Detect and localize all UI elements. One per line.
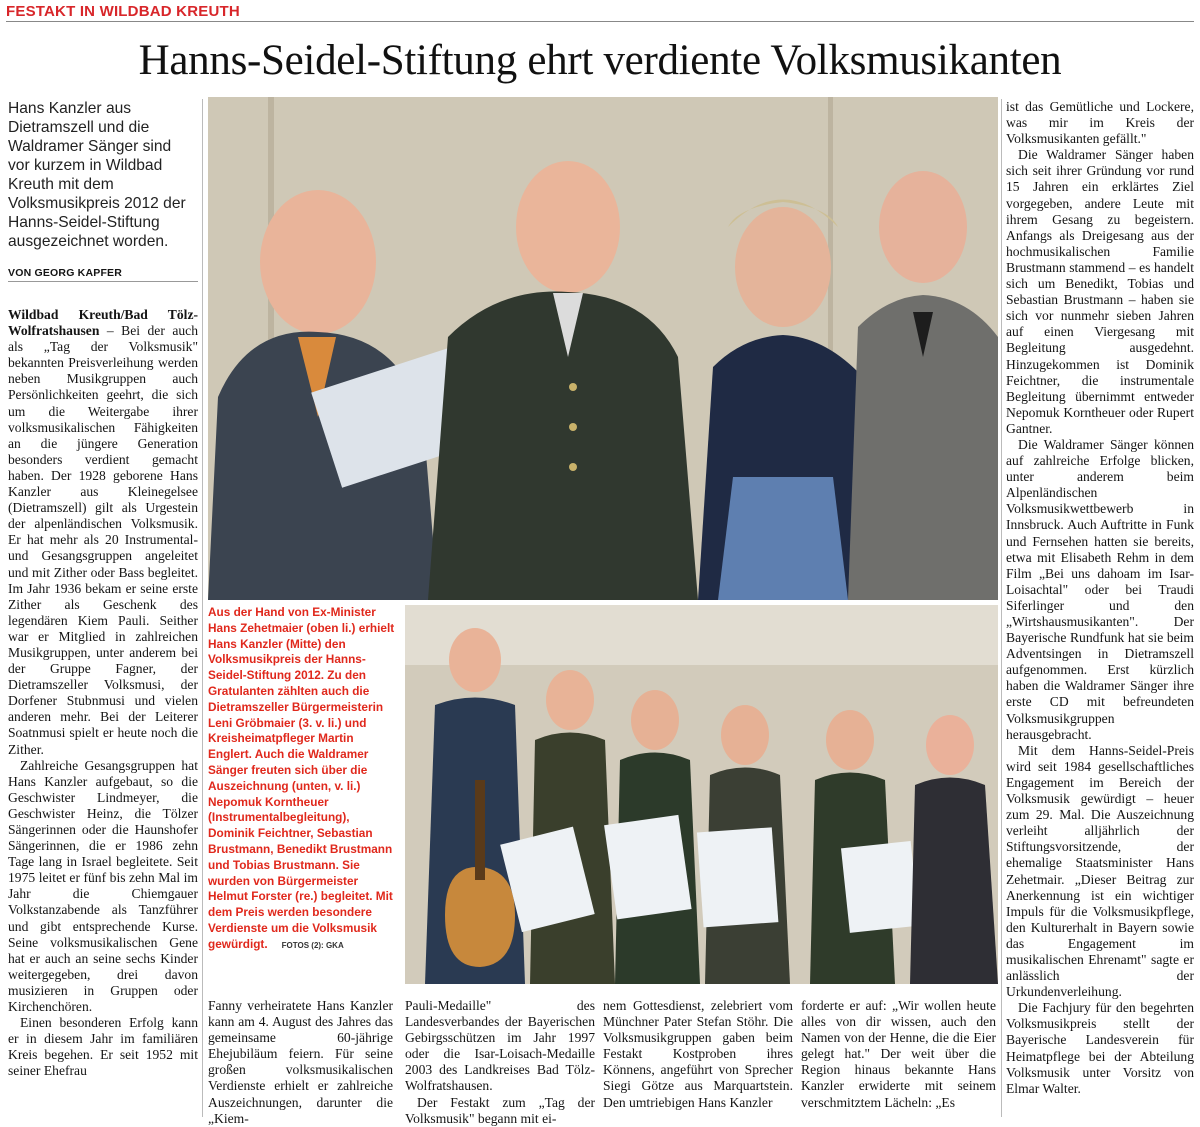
kicker-label: FESTAKT IN WILDBAD KREUTH — [6, 3, 244, 21]
article-paragraph: Fanny verheiratete Hans Kanzler kann am 4. August des Jahres das gemeinsame 60-jährige Ehejubiläum feiern. Für seine großen volksmusikalischen Verdienste erhielt er zahlreiche Auszeichnungen, darunter die „Kiem- — [208, 998, 393, 1126]
article-column-6 — [1006, 99, 1194, 1119]
headline: Hanns-Seidel-Stiftung ehrt verdiente Volksmusikanten — [138, 37, 1062, 84]
dateline: Wildbad Kreuth/Bad Tölz-Wolfratshausen — [8, 307, 198, 339]
section-kicker — [6, 3, 1194, 22]
article-column-2 — [208, 998, 393, 1126]
photo-caption — [208, 605, 398, 954]
article-column-1 — [8, 307, 198, 1117]
article-paragraph: Zahlreiche Gesangsgruppen hat Hans Kanzler aufgebaut, so die Geschwister Lindmeyer, die Geschwister Heinz, die Tölzer Sängerinnen oder die Haunshofer Sängerinnen, die er 1986 zehn Tage lang in Israel begleitete. Seit 1975 leitet er fünf bis zehn Mal im Jahr die Chiemgauer Volkstanzabende als Tanzführer und gibt entsprechende Kurse. Seine volksmusikalischen Gene hat er auch an seine sechs Kinder weitergegeben, drei davon musizieren in Gruppen oder Kirchenchören. — [8, 757, 198, 1015]
photo-credit: FOTOS (2): GKA — [281, 940, 344, 950]
article-paragraph: Einen besonderen Erfolg kann er in diesem Jahr im familiären Kreis begehen. Er seit 1952 mit seiner Ehefrau — [8, 1015, 198, 1079]
article-paragraph: Mit dem Hanns-Seidel-Preis wird seit 1984 gesellschaftliches Engagement im Bereich der Volksmusik gewürdigt – heuer zum 29. Mal. Die Auszeichnung verleiht alljährlich der Stiftungsvorsitzende, der ehemalige Staatsminister Hans Zehetmair. „Dieser Beitrag zur Anerkennung ist ein wichtiger Impuls für die Volksmusikpflege, den Kulturerhalt in Bayern sowie das Engagement im musikalischen Ehrenamt" sagte er anlässlich der Urkundenverleihung. — [1006, 742, 1194, 1000]
article-paragraph: forderte er auf: „Wir wollen heute alles von dir wissen, auch den Namen von der Henne, die die Eier gelegt hat." Der weit über die Region hinaus bekannte Hans Kanzler erwiderte mit seinem verschmitztem Lächeln: „Es — [801, 998, 996, 1110]
article-column-3 — [405, 998, 595, 1126]
article-paragraph: ist das Gemütliche und Lockere, was mir im Kreis der Volksmusikanten gefällt." — [1006, 99, 1194, 147]
article-paragraph: Pauli-Medaille" des Landesverbandes der Bayerischen Gebirgsschützen im Jahr 1997 oder die Isar-Loisach-Medaille 2003 des Landkreises Bad Tölz-Wolfratshausen. — [405, 998, 595, 1094]
article-paragraph: Die Fachjury für den begehrten Volksmusikpreis stellt der Bayerische Landesverein für Heimatpflege bei der Abteilung Volksmusik unter Vorsitz von Elmar Walter. — [1006, 1000, 1194, 1096]
lead-paragraph: Hans Kanzler aus Dietramszell und die Waldramer Sänger sind vor kurzem in Wildbad Kreuth mit dem Volksmusikpreis 2012 der Hanns-Seidel-Stiftung ausgezeichnet worden. — [8, 100, 186, 250]
article-column-4 — [603, 998, 793, 1118]
article-column-5 — [801, 998, 996, 1118]
article-paragraph: Die Waldramer Sänger können auf zahlreiche Erfolge blicken, unter anderem beim Alpenländischen Volksmusikwettbewerb in Innsbruck. Auch Auftritte in Funk und Fernsehen hatten sie bereits, etwa mit Elisabeth Rehm in dem Film „Bei uns dahoam im Isar-Loisachtal" oder bei Traudi Siferlinger und den „Wirtshausmusikanten". Der Bayerische Rundfunk hat sie beim Adventsingen in Dietramszell aufgenommen. Erst kürzlich haben die Waldramer Sänger ihre erste CD mit befreundeten Volksmusikgruppen herausgebracht. — [1006, 436, 1194, 742]
article-paragraph: Die Waldramer Sänger haben sich seit ihrer Gründung vor rund 15 Jahren ein erklärtes Ziel vorgegeben, andere Leute mit ihrem Gesang zu begeistern. Anfangs als Dreigesang aus der hochmusikalischen Familie Brustmann stammend – es handelt sich um Benedikt, Tobias und Sebastian Brustmann – haben sie sich vor nunmehr sieben Jahren auf einen Viergesang mit Begleitung ausgedehnt. Hinzugekommen ist Dominik Feichtner, die instrumentale Begleitung übernimmt entweder Nepomuk Korntheuer oder Rupert Gantner. — [1006, 147, 1194, 436]
singers-group-photo — [405, 605, 998, 984]
caption-text: Aus der Hand von Ex-Minister Hans Zehetmaier (oben li.) erhielt Hans Kanzler (Mitte) den Volksmusikpreis der Hanns-Seidel-Stiftung 2012. Zu den Gratulanten zählten auch die Dietramszeller Bürgermeisterin Leni Gröbmaier (3. v. li.) und Kreisheimatpfleger Martin Englert. Auch die Waldramer Sänger freuten sich über die Auszeichnung (unten, v. li.) Nepomuk Korntheuer (Instrumentalbegleitung), Dominik Feichtner, Sebastian Brustmann, Benedikt Brustmann und Tobias Brustmann. Sie wurden von Bürgermeister Helmut Forster (re.) begleitet. Mit dem Preis werden besondere Verdienste um die Volksmusik gewürdigt. — [208, 605, 395, 951]
paragraph-text: – Bei der auch als „Tag der Volksmusik" bekannten Preisverleihung werden neben Musikgruppen auch Persönlichkeiten geehrt, die sich um die Weitergabe ihrer volksmusikalischen Fähigkeiten an die jüngere Generation besonders verdient gemacht haben. Der 1928 geborene Hans Kanzler aus Kleinegelsee (Dietramszell) gilt als Urgestein der alpenländischen Volksmusik. Er hat mehr als 20 Instrumental- und Gesangsgruppen angeleitet und mit Zither oder Bass begleitet. Im Jahr 1936 bekam er seine erste Zither als Geschenk des legendären Kiem Pauli. Seither war er Mitglied in zahlreichen Musikgruppen, unter anderem bei der Gruppe Fagner, der Dietramszeller Volksmusi, der Dorfener Stubnmusi und vielen anderen mehr. Bei der Leiterer Soatnmusi spielt er heute noch die Zither. — [8, 323, 198, 757]
article-paragraph: nem Gottesdienst, zelebriert vom Münchner Pater Stefan Stöhr. Die Volksmusikgruppen gaben beim Festakt Kostproben ihres Könnens, angeführt von Sprecher Siegi Götze aus Marquartstein. Den umtriebigen Hans Kanzler — [603, 998, 793, 1110]
column-divider — [1001, 99, 1002, 1117]
article-paragraph — [8, 307, 198, 758]
award-ceremony-photo — [208, 97, 998, 600]
column-divider — [202, 99, 203, 1117]
article-paragraph: Der Festakt zum „Tag der Volksmusik" begann mit ei- — [405, 1094, 595, 1126]
byline: VON GEORG KAPFER — [8, 267, 198, 282]
